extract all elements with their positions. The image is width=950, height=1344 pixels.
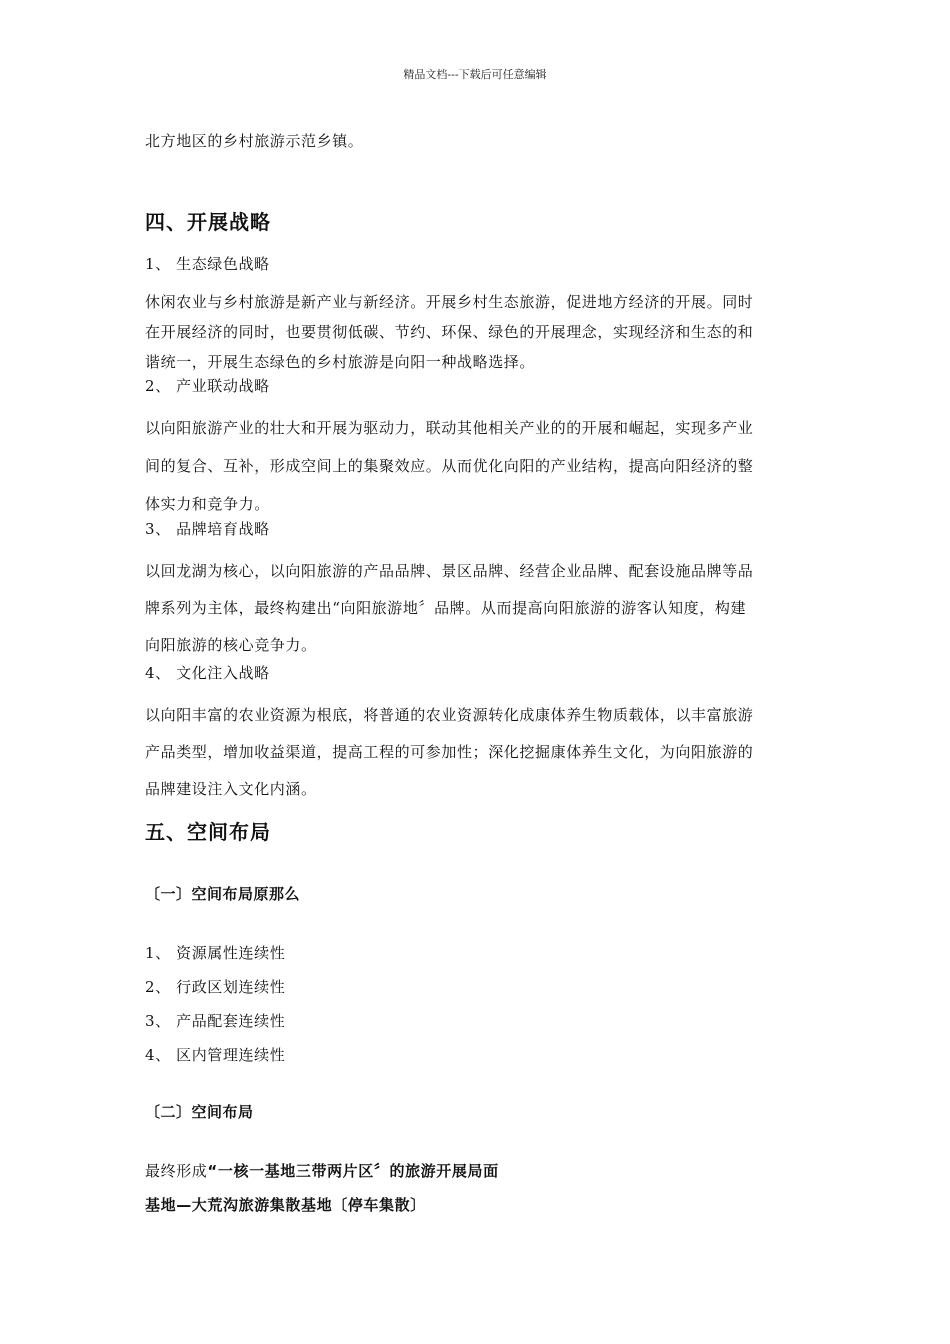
- subsection-1-title: 〔一〕空间布局原那么: [145, 885, 301, 903]
- paragraph-line: 间的复合、互补，形成空间上的集聚效应。从而优化向阳的产业结构，提高向阳经济的整: [145, 457, 754, 475]
- intro-line: 北方地区的乡村旅游示范乡镇。: [145, 132, 364, 150]
- strategy-4-paragraph: [145, 697, 810, 808]
- strategy-4-label: 4、 文化注入战略: [145, 664, 270, 682]
- paragraph-line: 休闲农业与乡村旅游是新产业与新经济。开展乡村生态旅游，促进地方经济的开展。同时: [145, 293, 754, 311]
- layout-summary-line: [145, 1160, 499, 1181]
- layout-summary-emphasis: “一核一基地三带两片区〞的旅游开展局面: [207, 1162, 499, 1180]
- strategy-3-label: 3、 品牌培育战略: [145, 520, 270, 538]
- base-line: 基地—大荒沟旅游集散基地〔停车集散〕: [145, 1196, 426, 1214]
- strategy-2-label: 2、 产业联动战略: [145, 377, 270, 395]
- page-header: 精品文档---下载后可任意编辑: [403, 68, 547, 81]
- strategy-3-paragraph: [145, 553, 810, 664]
- paragraph-line: 在开展经济的同时，也要贯彻低碳、节约、环保、绿色的开展理念，实现经济和生态的和: [145, 323, 754, 341]
- principle-item: 2、 行政区划连续性: [145, 978, 286, 996]
- paragraph-line: 体实力和竞争力。: [145, 495, 270, 513]
- principle-item: 1、 资源属性连续性: [145, 944, 286, 962]
- strategy-1-label: 1、 生态绿色战略: [145, 255, 270, 273]
- principle-item: 4、 区内管理连续性: [145, 1046, 286, 1064]
- paragraph-line: 以向阳旅游产业的壮大和开展为驱动力，联动其他相关产业的的开展和崛起，实现多产业: [145, 419, 754, 437]
- paragraph-line: 品牌建设注入文化内涵。: [145, 780, 317, 798]
- strategy-1-paragraph: [145, 287, 810, 377]
- strategy-2-paragraph: [145, 409, 810, 523]
- paragraph-line: 以向阳丰富的农业资源为根底，将普通的农业资源转化成康体养生物质载体，以丰富旅游: [145, 706, 754, 724]
- paragraph-line: 谐统一，开展生态绿色的乡村旅游是向阳一种战略选择。: [145, 353, 536, 371]
- section-5-title: 五、空间布局: [145, 820, 271, 844]
- section-4-title: 四、开展战略: [145, 210, 271, 234]
- paragraph-line: 向阳旅游的核心竞争力。: [145, 636, 317, 654]
- paragraph-line: 产品类型，增加收益渠道，提高工程的可参加性；深化挖掘康体养生文化，为向阳旅游的: [145, 743, 754, 761]
- paragraph-line: 以回龙湖为核心，以向阳旅游的产品品牌、景区品牌、经营企业品牌、配套设施品牌等品: [145, 562, 754, 580]
- subsection-2-title: 〔二〕空间布局: [145, 1103, 254, 1121]
- layout-summary-prefix: 最终形成: [145, 1162, 208, 1180]
- paragraph-line: 牌系列为主体，最终构建出“向阳旅游地〞品牌。从而提高向阳旅游的游客认知度，构建: [145, 599, 747, 617]
- principle-item: 3、 产品配套连续性: [145, 1012, 286, 1030]
